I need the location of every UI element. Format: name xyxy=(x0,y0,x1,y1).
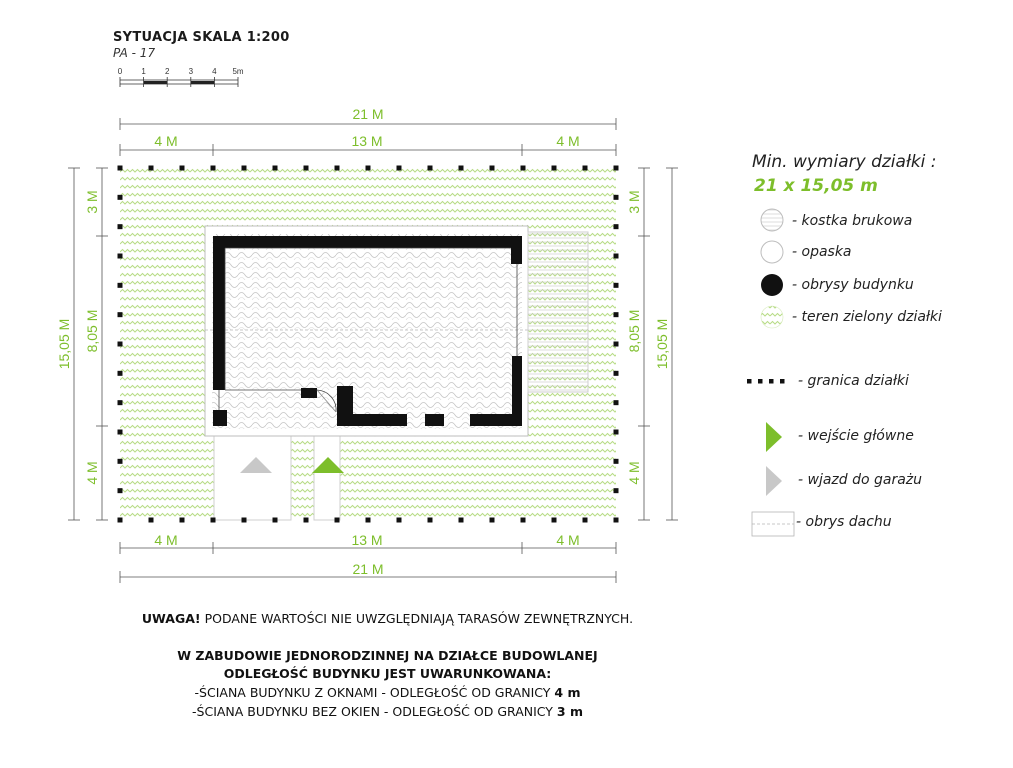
scale-bar xyxy=(120,77,238,87)
legend-garage-label: - wjazd do garażu xyxy=(798,472,923,488)
boundary-dot xyxy=(614,166,619,171)
boundary-dot xyxy=(118,430,123,435)
boundary-dot xyxy=(118,459,123,464)
boundary-dot xyxy=(397,518,402,523)
plan-subtitle: PA - 17 xyxy=(113,46,156,60)
legend-building-swatch xyxy=(761,274,783,296)
boundary-dot xyxy=(583,518,588,523)
boundary-dot xyxy=(242,518,247,523)
boundary-dot xyxy=(118,283,123,288)
boundary-dot xyxy=(614,195,619,200)
rule-line-2: ODLEGŁOŚĆ BUDYNKU JEST UWARUNKOWANA: xyxy=(223,666,552,681)
boundary-dot xyxy=(459,166,464,171)
legend-green-swatch xyxy=(761,306,783,328)
boundary-dot xyxy=(614,488,619,493)
boundary-dot xyxy=(273,518,278,523)
legend-green-label: - teren zielony działki xyxy=(792,309,942,325)
boundary-dot xyxy=(552,166,557,171)
boundary-dot xyxy=(614,518,619,523)
legend-band-label: - opaska xyxy=(792,244,852,260)
dim-right-setback-top: 4 M xyxy=(556,133,580,149)
dim-building-width-top: 13 M xyxy=(351,133,383,149)
paved-area xyxy=(212,234,522,429)
boundary-dot xyxy=(521,166,526,171)
rule-windows-text: -ŚCIANA BUDYNKU Z OKNAMI - ODLEGŁOŚĆ OD GRANICY xyxy=(194,685,555,700)
scale-tick-0: 0 xyxy=(117,67,123,76)
dim-bottom-setback-right: 4 M xyxy=(626,461,642,485)
boundary-dot xyxy=(552,518,557,523)
warning-label: UWAGA! xyxy=(141,611,201,626)
scale-tick-4: 4 xyxy=(212,67,217,76)
warning-text: PODANE WARTOŚCI NIE UWZGLĘDNIAJĄ TARASÓW ZEWNĘTRZNYCH. xyxy=(200,611,634,626)
scale-tick-3: 3 xyxy=(188,67,194,76)
dim-right-setback-bottom: 4 M xyxy=(556,532,580,548)
boundary-dot xyxy=(118,224,123,229)
plan-title: SYTUACJA SKALA 1:200 xyxy=(113,30,290,45)
boundary-dot xyxy=(614,400,619,405)
legend-boundary-swatch xyxy=(747,379,785,384)
boundary-dot xyxy=(366,518,371,523)
boundary-dot xyxy=(118,342,123,347)
rule-no-windows xyxy=(0,704,775,719)
legend-main-entrance-arrow xyxy=(766,422,782,452)
dim-total-width-bottom: 21 M xyxy=(352,561,384,577)
boundary-dot xyxy=(490,166,495,171)
boundary-dot xyxy=(211,518,216,523)
boundary-dot xyxy=(397,166,402,171)
boundary-dot xyxy=(428,518,433,523)
boundary-dot xyxy=(149,518,154,523)
legend-main-entrance-label: - wejście główne xyxy=(798,428,914,444)
boundary-dot xyxy=(614,430,619,435)
garage-driveway xyxy=(214,436,291,520)
dim-top-setback-right: 3 M xyxy=(626,190,642,214)
boundary-dot xyxy=(490,518,495,523)
boundary-dot xyxy=(583,166,588,171)
dim-bottom-setback-left: 4 M xyxy=(84,461,100,485)
dim-building-width-bottom: 13 M xyxy=(351,532,383,548)
boundary-dot xyxy=(521,518,526,523)
legend-garage-arrow xyxy=(766,466,782,496)
legend-band-swatch xyxy=(761,241,783,263)
boundary-dot xyxy=(614,371,619,376)
terrace-area xyxy=(528,232,588,392)
boundary-dot xyxy=(335,166,340,171)
dim-total-depth-left: 15,05 M xyxy=(56,318,72,370)
boundary-dot xyxy=(118,518,123,523)
dim-total-depth-right: 15,05 M xyxy=(654,318,670,370)
boundary-dot xyxy=(118,400,123,405)
dim-total-width-top: 21 M xyxy=(352,106,384,122)
boundary-dot xyxy=(118,254,123,259)
dim-top-setback-left: 3 M xyxy=(84,190,100,214)
boundary-dot xyxy=(614,312,619,317)
boundary-dot xyxy=(304,518,309,523)
legend-building-label: - obrysy budynku xyxy=(792,277,914,293)
rule-windows-value: 4 m xyxy=(554,685,581,700)
boundary-dot xyxy=(614,283,619,288)
boundary-dot xyxy=(180,166,185,171)
rule-nowindows-value: 3 m xyxy=(556,704,583,719)
boundary-dot xyxy=(118,488,123,493)
dim-building-depth-left: 8,05 M xyxy=(84,309,100,353)
legend-title: Min. wymiary działki : xyxy=(752,152,937,172)
rule-windows xyxy=(0,685,775,700)
dim-left-setback-top: 4 M xyxy=(154,133,178,149)
boundary-dot xyxy=(614,342,619,347)
boundary-dot xyxy=(118,166,123,171)
boundary-dot xyxy=(459,518,464,523)
boundary-dot xyxy=(366,166,371,171)
dim-left-setback-bottom: 4 M xyxy=(154,532,178,548)
rule-line-1: W ZABUDOWIE JEDNORODZINNEJ NA DZIAŁCE BUDOWLANEJ xyxy=(177,648,598,663)
legend-roof-label: - obrys dachu xyxy=(796,514,892,530)
legend-boundary-label: - granica działki xyxy=(798,373,909,389)
legend-paving-swatch xyxy=(761,209,783,231)
scale-tick-2: 2 xyxy=(164,67,170,76)
boundary-dot xyxy=(335,518,340,523)
dim-building-depth-right: 8,05 M xyxy=(626,309,642,353)
boundary-dot xyxy=(242,166,247,171)
legend-paving-label: - kostka brukowa xyxy=(792,213,913,229)
boundary-dot xyxy=(428,166,433,171)
legend-symbols xyxy=(747,209,794,536)
warning-note xyxy=(0,611,775,626)
boundary-dot xyxy=(118,371,123,376)
boundary-dot xyxy=(211,166,216,171)
entrance-path xyxy=(314,436,340,520)
boundary-dot xyxy=(180,518,185,523)
boundary-dot xyxy=(149,166,154,171)
boundary-dot xyxy=(614,459,619,464)
boundary-dot xyxy=(614,224,619,229)
rule-nowindows-text: -ŚCIANA BUDYNKU BEZ OKIEN - ODLEGŁOŚĆ OD GRANICY xyxy=(192,704,557,719)
boundary-dot xyxy=(304,166,309,171)
scale-tick-1: 1 xyxy=(141,67,146,76)
boundary-dot xyxy=(273,166,278,171)
boundary-dot xyxy=(614,254,619,259)
boundary-dot xyxy=(118,312,123,317)
legend-size: 21 x 15,05 m xyxy=(754,176,878,196)
scale-tick-5: 5m xyxy=(232,67,244,76)
boundary-dot xyxy=(118,195,123,200)
